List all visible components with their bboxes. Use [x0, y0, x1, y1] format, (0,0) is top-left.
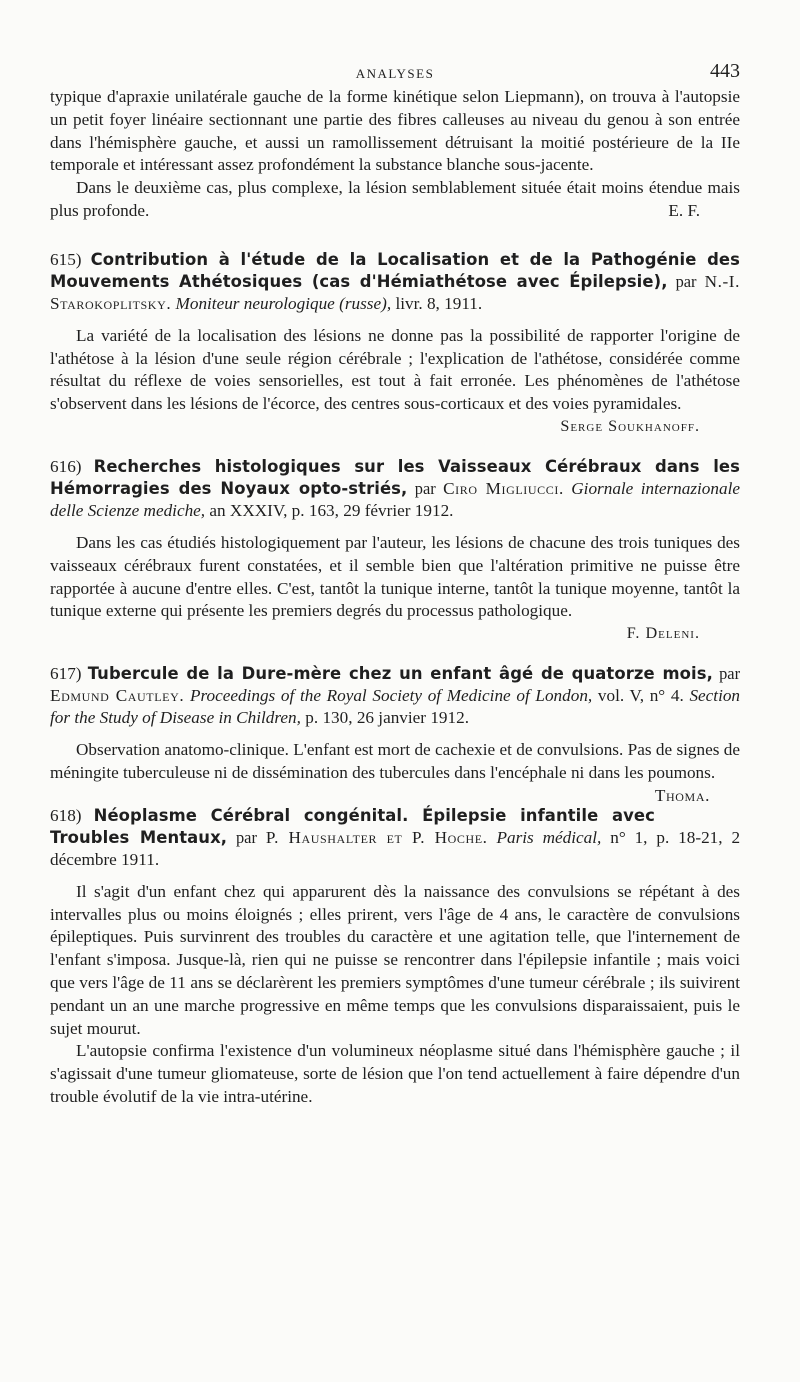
entry-details: livr. 8, 1911.	[395, 293, 483, 313]
entry-title-block	[50, 456, 740, 522]
entry-details: an XXXIV, p. 163, 29 février 1912.	[209, 500, 454, 520]
entry-by: par	[675, 271, 697, 291]
entry-signature: Thoma.	[654, 785, 710, 805]
abstract-entry-615	[50, 249, 740, 436]
entry-author: Edmund Cautley.	[50, 686, 185, 706]
entry-title-block	[50, 805, 740, 871]
entry-title: Tubercule de la Dure-mère chez un enfant âgé de quatorze mois,	[87, 664, 713, 684]
entry-body-text: Observation anatomo-clinique. L'enfant est mort de cachexie et de convulsions. Pas de signes de méningite tuberculeuse ni de dissémination des tubercules dans l'encéphale ni dans les poumons.	[50, 740, 740, 782]
entry-number: 617)	[50, 664, 82, 684]
entry-body: Il s'agit d'un enfant chez qui apparurent dès la naissance des convulsions se répétant à des intervalles plus ou moins éloignés ; elles prirent, vers l'âge de 4 ans, le caractère de convulsions épileptiques. Puis survinrent des troubles du caractère et une agitation telle, que l'internement de l'enfant s'imposa. Jusque-là, rien qui ne puisse se rencontrer dans l'épilepsie infantile ; mais voici que vers l'âge de 11 ans se déclarèrent les premiers symptômes d'une tumeur cérébrale ; ils suivirent pendant un an une marche progressive en même temps que les convulsions disparaissaient, puis le sujet mourut.	[50, 881, 740, 1038]
entry-author: N.-I. Starokoplitsky.	[50, 271, 741, 313]
entry-body	[50, 739, 740, 805]
entry-details: n° 1, p. 18-21, 2 décembre 1911.	[50, 827, 741, 869]
entry-title-block	[50, 249, 740, 315]
abstract-entry-617	[50, 663, 741, 805]
entry-signature: F. Deleni.	[626, 624, 700, 643]
running-head-title: ANALYSES	[355, 66, 435, 81]
entry-title: Recherches histologiques sur les Vaisseaux Cérébraux dans les Hémorragies des Noyaux opto-striés,	[50, 456, 740, 498]
journal-page	[50, 58, 740, 1109]
abstract-entry-618	[50, 805, 740, 1109]
entry-title-block	[50, 663, 740, 729]
entry-by: par	[235, 827, 257, 847]
page-number: 443	[710, 60, 740, 82]
entry-author: P. Haushalter et P. Hoche.	[265, 827, 488, 847]
entry-source: Proceedings of the Royal Society of Medicine of London,	[189, 686, 593, 706]
entry-number: 616)	[50, 456, 82, 476]
entry-number: 618)	[50, 805, 82, 825]
running-head	[50, 58, 740, 86]
entry-details-2: p. 130, 26 janvier 1912.	[305, 708, 469, 728]
entry-by: par	[414, 478, 436, 498]
intro-paragraph-2	[50, 177, 740, 223]
entry-signature: Serge Soukhanoff.	[560, 416, 700, 435]
entry-details: vol. V, n° 4.	[597, 686, 684, 706]
abstract-entry-616	[50, 456, 740, 643]
intro-paragraph-2-text: Dans le deuxième cas, plus complexe, la lésion semblablement située était moins étendue mais plus profonde.	[50, 178, 740, 220]
entry-body-2: L'autopsie confirma l'existence d'un volumineux néoplasme situé dans l'hémisphère gauche ; il s'agissait d'une tumeur gliomateuse, sorte de lésion que l'on tend actuellement à faire dépendre d'un trouble évolutif de la vie intra-utérine.	[50, 1041, 740, 1106]
continued-paragraph: typique d'apraxie unilatérale gauche de la forme kinétique selon Liepmann), on trouva à l'autopsie un petit foyer linéaire sectionnant une partie des fibres calleuses au niveau du genou à son entrée dans l'hémisphère gauche, et aussi un ramollissement détruisant la moitié postérieure de la IIe temporale et intéressant assez profondément la substance blanche sous-jacente.	[50, 87, 740, 175]
entry-source-section: Section for the Study of Disease in Children,	[50, 686, 741, 728]
entry-author: Ciro Migliucci.	[443, 478, 564, 498]
entry-body: Dans les cas étudiés histologiquement par l'auteur, les lésions de chacune des trois tuniques des vaisseaux cérébraux furent constatées, et il semble bien que l'altération primitive ne puisse être rapportée à aucune d'entre elles. C'est, tantôt la tunique interne, tantôt la tunique moyenne, tantôt la tunique externe qui présente les premiers degrés du processus pathologique.	[50, 532, 740, 621]
entry-title: Contribution à l'étude de la Localisation et de la Pathogénie des Mouvements Athétosiques (cas d'Hémiathétose avec Épilepsie),	[50, 249, 740, 291]
entry-source: Paris médical,	[496, 827, 602, 847]
entry-body: La variété de la localisation des lésions ne donne pas la possibilité de rapporter l'origine de l'athétose à la lésion d'une seule région cérébrale ; l'explication de l'athétose, considérée comme résultat du réflexe de voies sensorielles, est tout à fait erronée. Les phénomènes de l'athétose s'observent dans les lésions de l'écorce, des centres sous-corticaux et des voies pyramidales.	[50, 325, 740, 414]
entry-by: par	[719, 664, 741, 684]
entry-source: Giornale internazionale delle Scienze mediche,	[50, 478, 740, 520]
entry-source: Moniteur neurologique (russe),	[175, 293, 392, 313]
entry-title: Néoplasme Cérébral congénital. Épilepsie infantile avec Troubles Mentaux,	[50, 805, 655, 847]
intro-signature: E. F.	[668, 200, 700, 220]
entry-number: 615)	[50, 249, 82, 269]
